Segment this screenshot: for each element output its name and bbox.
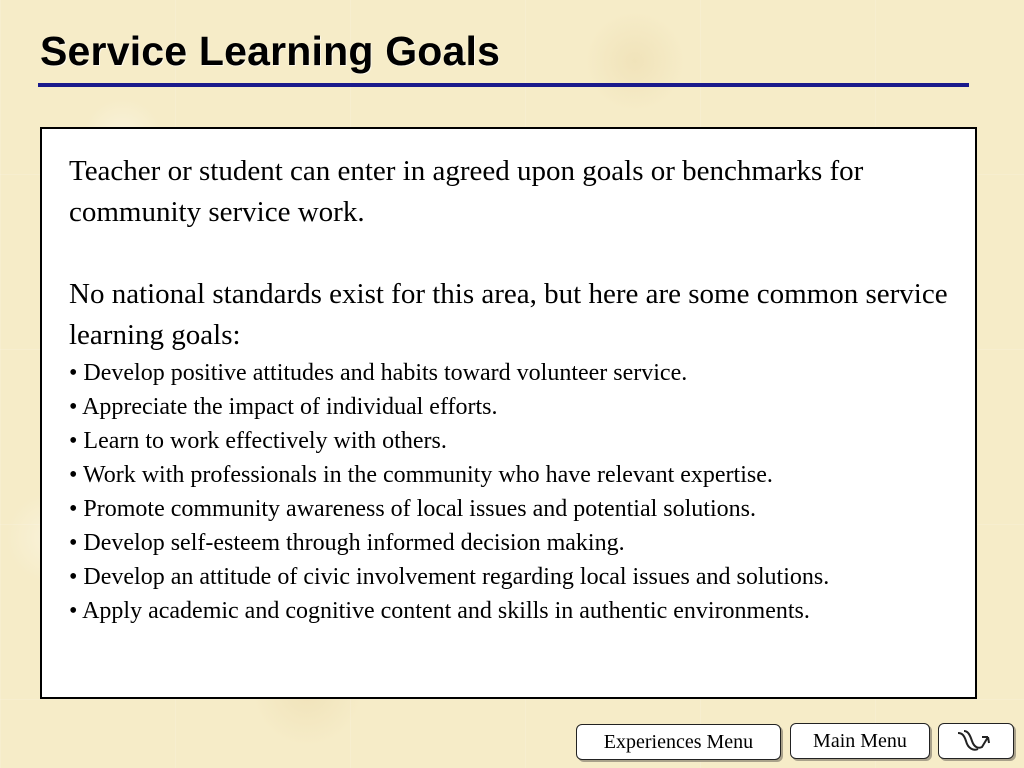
- goals-list: [69, 356, 957, 628]
- goal-item: • Develop an attitude of civic involvement regarding local issues and solutions.: [69, 564, 830, 590]
- goal-item: • Promote community awareness of local issues and potential solutions.: [69, 496, 756, 522]
- main-menu-button[interactable]: Main Menu: [790, 723, 930, 759]
- goal-item: • Learn to work effectively with others.: [69, 428, 447, 454]
- intro-text: Teacher or student can enter in agreed upon goals or benchmarks for community service work.: [69, 155, 864, 228]
- goal-item: • Apply academic and cognitive content and skills in authentic environments.: [69, 598, 810, 624]
- goal-item: • Develop positive attitudes and habits toward volunteer service.: [69, 360, 688, 386]
- title-underline: [38, 83, 969, 87]
- slide-title: Service Learning Goals: [40, 28, 501, 74]
- content-panel: [40, 127, 977, 699]
- experiences-menu-button[interactable]: Experiences Menu: [576, 724, 781, 760]
- return-button[interactable]: [938, 723, 1014, 759]
- goal-item: • Work with professionals in the community who have relevant expertise.: [69, 462, 773, 488]
- goal-item: • Develop self-esteem through informed decision making.: [69, 530, 625, 556]
- standards-note: No national standards exist for this area, but here are some common service learning goals:: [69, 278, 948, 351]
- return-arrow-icon: [954, 727, 998, 755]
- goal-item: • Appreciate the impact of individual efforts.: [69, 394, 498, 420]
